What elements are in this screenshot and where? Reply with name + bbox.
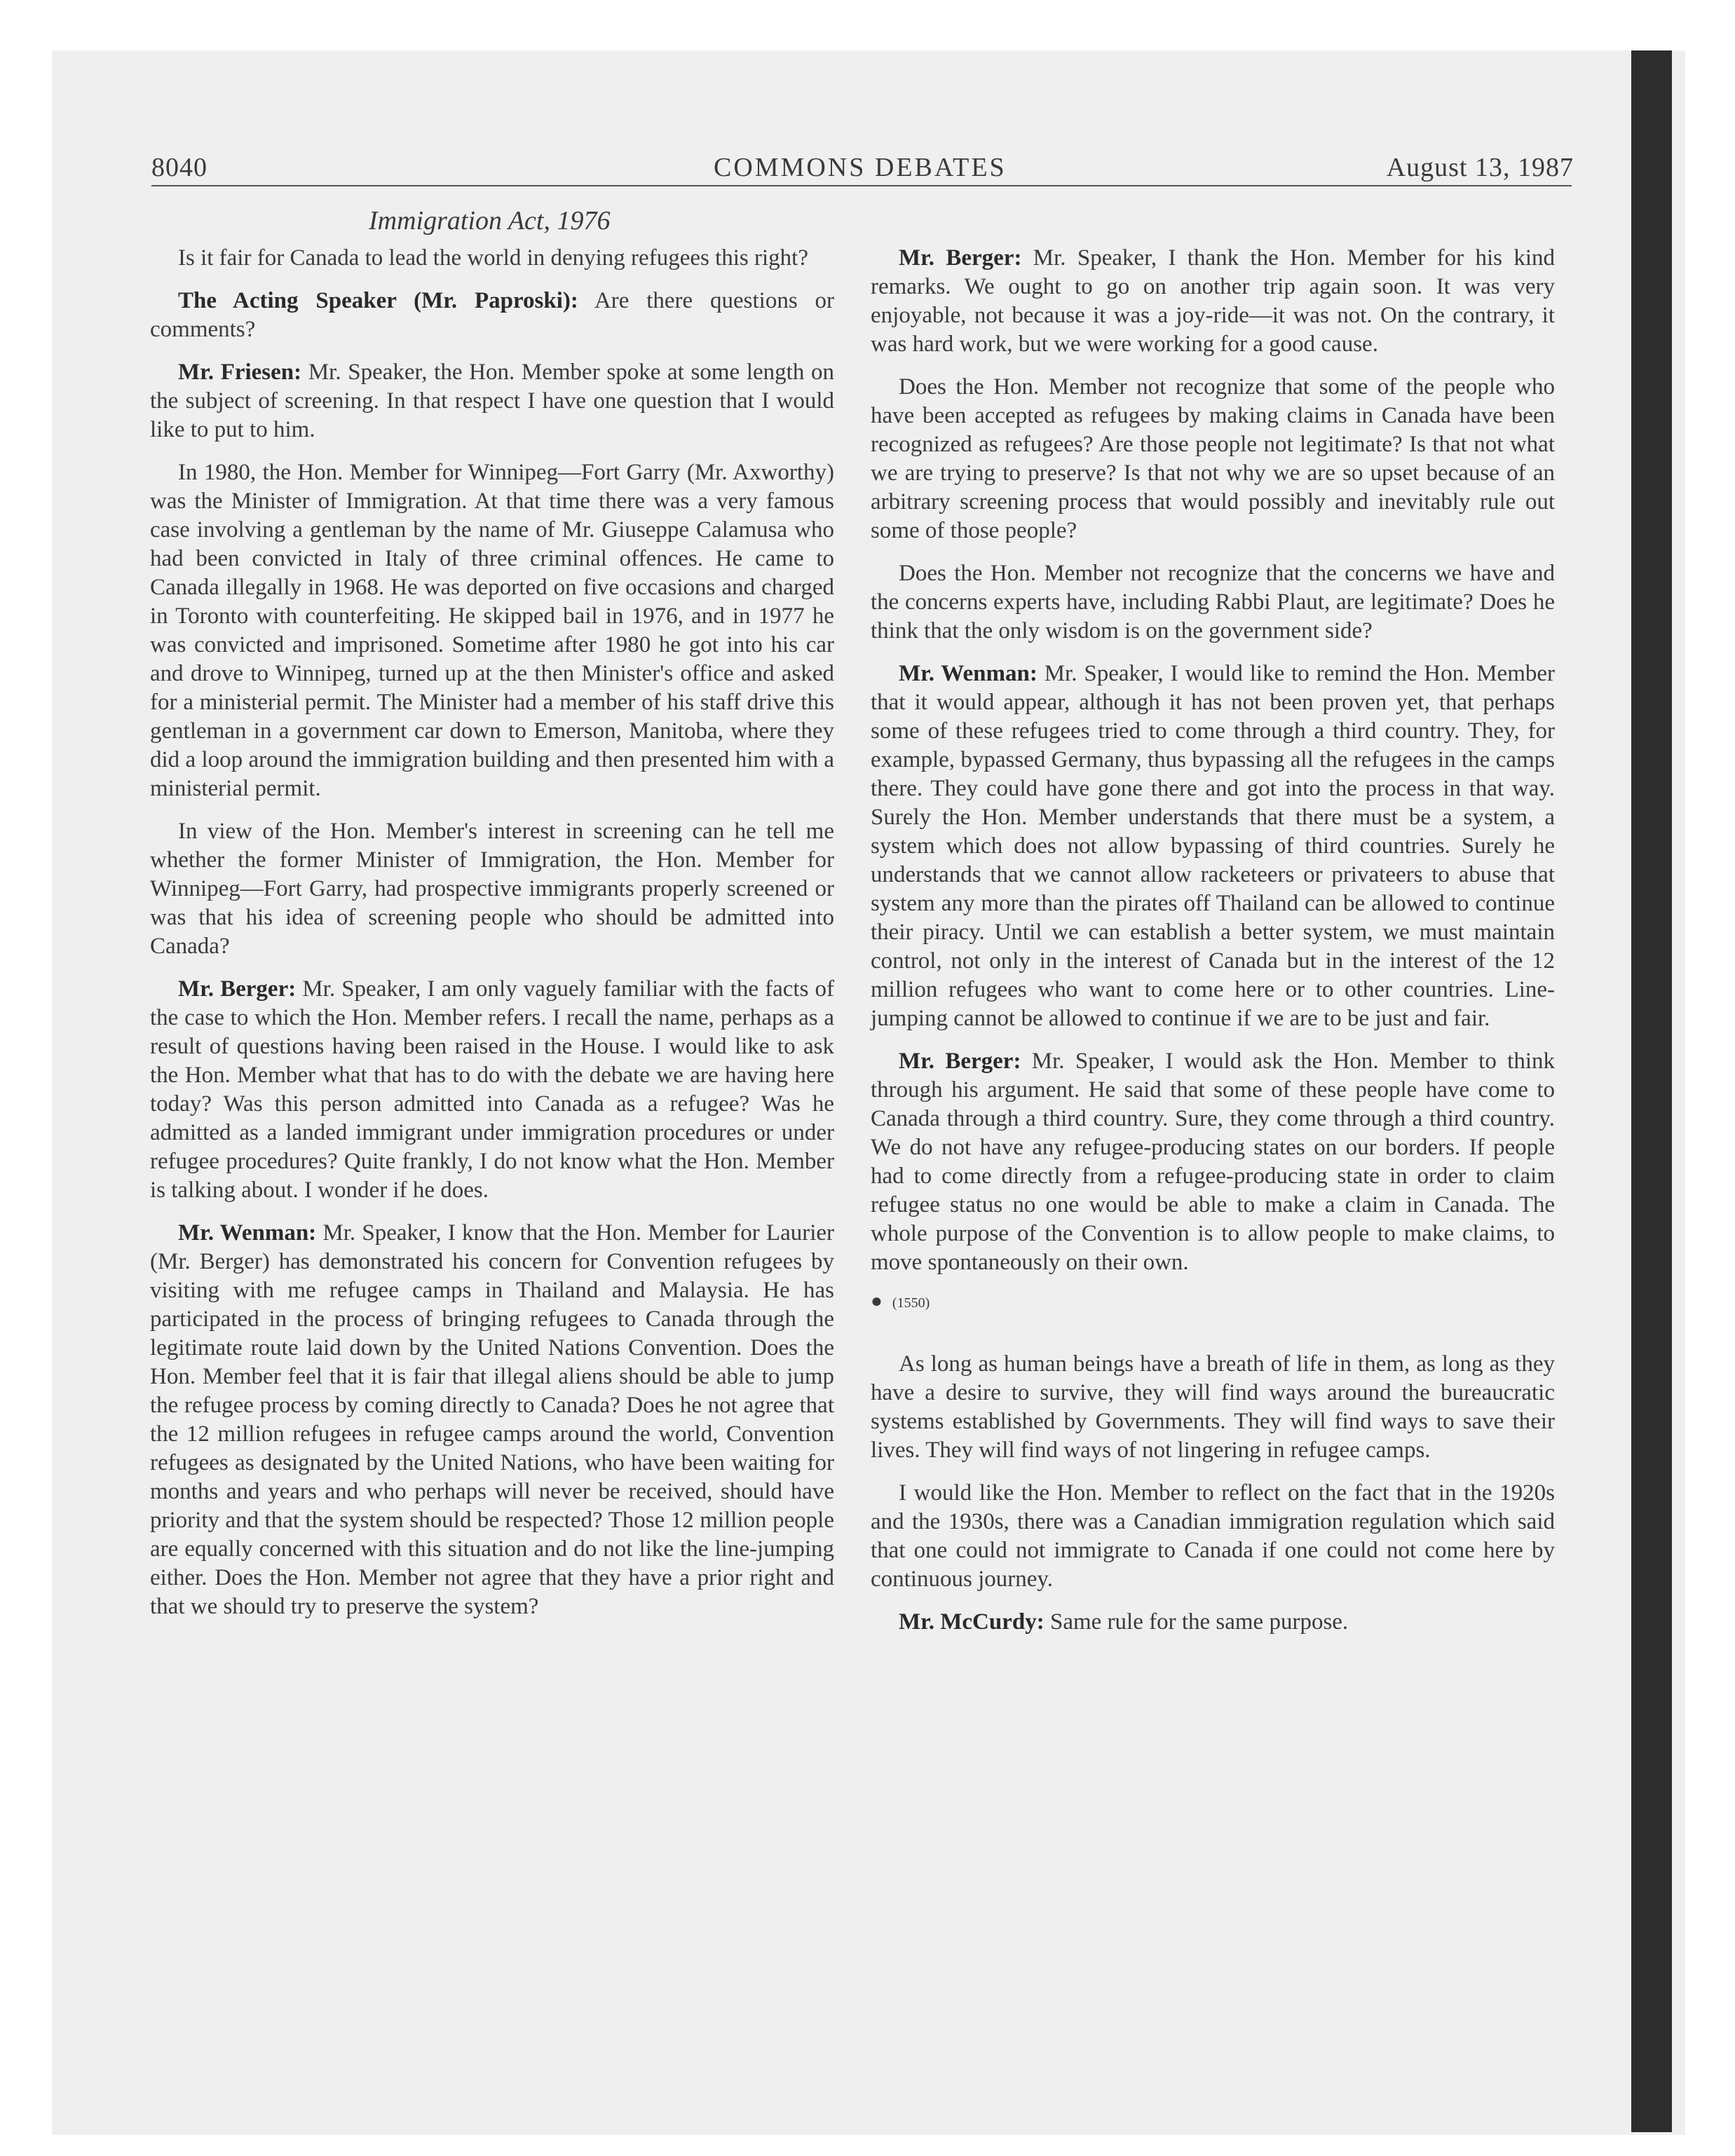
- paragraph-text: As long as human beings have a breath of life in them, as long as they have a desire to survive, they will find ways around the bureaucratic systems established by Governments. They will find ways to save their lives. They will find ways of not lingering in refugee camps.: [871, 1351, 1555, 1463]
- page-number: 8040: [151, 153, 207, 182]
- paragraph: [871, 244, 1555, 359]
- right-column: [871, 244, 1555, 1651]
- paragraph-text: In 1980, the Hon. Member for Winnipeg—Fort Garry (Mr. Axworthy) was the Minister of Immigration. At that time there was a very famous case involving a gentleman by the name of Mr. Giuseppe Calamusa who had been convicted in Italy of three criminal offences. He came to Canada illegally in 1968. He was deported on five occasions and charged in Toronto with counterfeiting. He skipped bail in 1976, and in 1977 he was convicted and imprisoned. Sometime after 1980 he got into his car and drove to Winnipeg, turned up at the then Minister's office and asked for a ministerial permit. The Minister had a member of his staff drive this gentleman in a government car down to Emerson, Manitoba, where they did a loop around the immigration building and then presented him with a ministerial permit.: [150, 460, 834, 801]
- paragraph-text: Does the Hon. Member not recognize that the concerns we have and the concerns experts have, including Rabbi Plaut, are legitimate? Does he think that the only wisdom is on the government side?: [871, 561, 1555, 643]
- paragraph-text: Does the Hon. Member not recognize that some of the people who have been accepted as refugees by making claims in Canada have been recognized as refugees? Are those people not legitimate? Is that not what we are trying to preserve? Is that not why we are so upset because of an arbitrary screening process that would possibly and inevitably rule out some of those people?: [871, 374, 1555, 543]
- paragraph-text: Mr. Speaker, I would like to remind the Hon. Member that it would appear, although it has not been proven yet, that perhaps some of these refugees tried to come through a third country. They, for example, bypassed Germany, thus bypassing all the refugees in the camps there. They could have gone there and got into the process in that way. Surely the Hon. Member understands that there must be a system, a system which does not allow bypassing of third countries. Surely he understands that we cannot allow racketeers or privateers to abuse that system any more than the pirates off Thailand can be allowed to continue their piracy. Until we can establish a better system, we must maintain control, not only in the interest of Canada but in the interest of the 12 million refugees who want to come here or to other countries. Line-jumping cannot be allowed to continue if we are to be just and fair.: [871, 661, 1555, 1031]
- paragraph: [150, 458, 834, 803]
- speaker-name: Mr. Friesen:: [178, 360, 302, 385]
- running-head: Immigration Act, 1976: [369, 206, 611, 236]
- paragraph-text: In view of the Hon. Member's interest in screening can he tell me whether the former Minister of Immigration, the Hon. Member for Winnipeg—Fort Garry, had prospective immigrants properly screened or was that his idea of screening people who should be admitted into Canada?: [150, 819, 834, 959]
- header-rule: [151, 185, 1572, 186]
- paragraph-text: Mr. Speaker, I am only vaguely familiar with the facts of the case to which the Hon. Member refers. I recall the name, perhaps as a result of questions having been raised in the House. I would like to ask the Hon. Member what that has to do with the debate we are having here today? Was this person admitted into Canada as a refugee? Was he admitted as a landed immigrant under immigration procedures or under refugee procedures? Quite frankly, I do not know what the Hon. Member is talking about. I wonder if he does.: [150, 976, 835, 1203]
- paragraph: [871, 1350, 1555, 1465]
- paragraph: [150, 817, 834, 961]
- speaker-name: Mr. Berger:: [899, 1049, 1021, 1074]
- paragraph: [871, 1047, 1555, 1277]
- paragraph-text: I would like the Hon. Member to reflect on the fact that in the 1920s and the 1930s, there was a Canadian immigration regulation which said that one could not immigrate to Canada if one could not come here by continuous journey.: [871, 1480, 1555, 1592]
- paragraph: [871, 373, 1555, 545]
- scan-edge-shadow: [1631, 50, 1672, 2132]
- speaker-name: The Acting Speaker (Mr. Paproski):: [178, 288, 578, 313]
- paragraph-text: Same rule for the same purpose.: [1049, 1609, 1349, 1635]
- paragraph: [150, 975, 834, 1205]
- paragraph: [871, 1479, 1555, 1594]
- paragraph-text: Mr. Speaker, I thank the Hon. Member for his kind remarks. We ought to go on another trip again soon. It was very enjoyable, not because it was a joy-ride—it was not. On the contrary, it was hard work, but we were working for a good cause.: [871, 245, 1555, 357]
- paragraph: [871, 559, 1555, 646]
- paragraph-text: Mr. Speaker, I would ask the Hon. Member to think through his argument. He said that some of these people have come to Canada through a third country. Sure, they come through a third country. We do not have any refugee-producing states on our borders. If people had to come directly from a refugee-producing state in order to claim refugee status no one would be able to make a claim in Canada. The whole purpose of the Convention is to allow people to make claims, to move spontaneously on their own.: [871, 1049, 1555, 1275]
- paragraph-text: Are there questions or comments?: [150, 288, 834, 342]
- speaker-name: Mr. Berger:: [899, 245, 1022, 271]
- paragraph: [871, 1608, 1555, 1637]
- paragraph-text: Mr. Speaker, the Hon. Member spoke at some length on the subject of screening. In that respect I have one question that I would like to put to him.: [150, 360, 834, 442]
- publication-date: August 13, 1987: [1386, 153, 1574, 182]
- speaker-name: Mr. Berger:: [178, 976, 297, 1002]
- paragraph: [150, 287, 834, 344]
- speaker-name: Mr. McCurdy:: [899, 1609, 1045, 1635]
- paragraph: [150, 358, 834, 444]
- paragraph: [150, 1219, 834, 1621]
- left-column: [150, 244, 834, 1635]
- time-marker-text: (1550): [892, 1295, 930, 1311]
- paragraph: [150, 244, 834, 273]
- time-marker: [871, 1291, 1555, 1314]
- speaker-name: Mr. Wenman:: [178, 1220, 317, 1246]
- bullet-icon: ●: [871, 1290, 883, 1312]
- paragraph-text: Is it fair for Canada to lead the world in denying refugees this right?: [178, 245, 808, 271]
- paragraph-text: Mr. Speaker, I know that the Hon. Member for Laurier (Mr. Berger) has demonstrated his concern for Convention refugees by visiting with me refugee camps in Thailand and Malaysia. He has participated in the process of bringing refugees to Canada through the legitimate route laid down by the United Nations Convention. Does the Hon. Member feel that it is fair that illegal aliens should be able to jump the refugee process by coming directly to Canada? Does he not agree that the 12 million refugees in refugee camps around the world, Convention refugees as designated by the United Nations, who have been waiting for months and years and who perhaps will never be received, should have priority and that the system should be respected? Those 12 million people are equally concerned with this situation and do not like the line-jumping either. Does the Hon. Member not agree that they have a prior right and that we should try to preserve the system?: [150, 1220, 835, 1619]
- publication-title: COMMONS DEBATES: [714, 153, 1007, 182]
- speaker-name: Mr. Wenman:: [899, 661, 1037, 686]
- paragraph: [871, 660, 1555, 1033]
